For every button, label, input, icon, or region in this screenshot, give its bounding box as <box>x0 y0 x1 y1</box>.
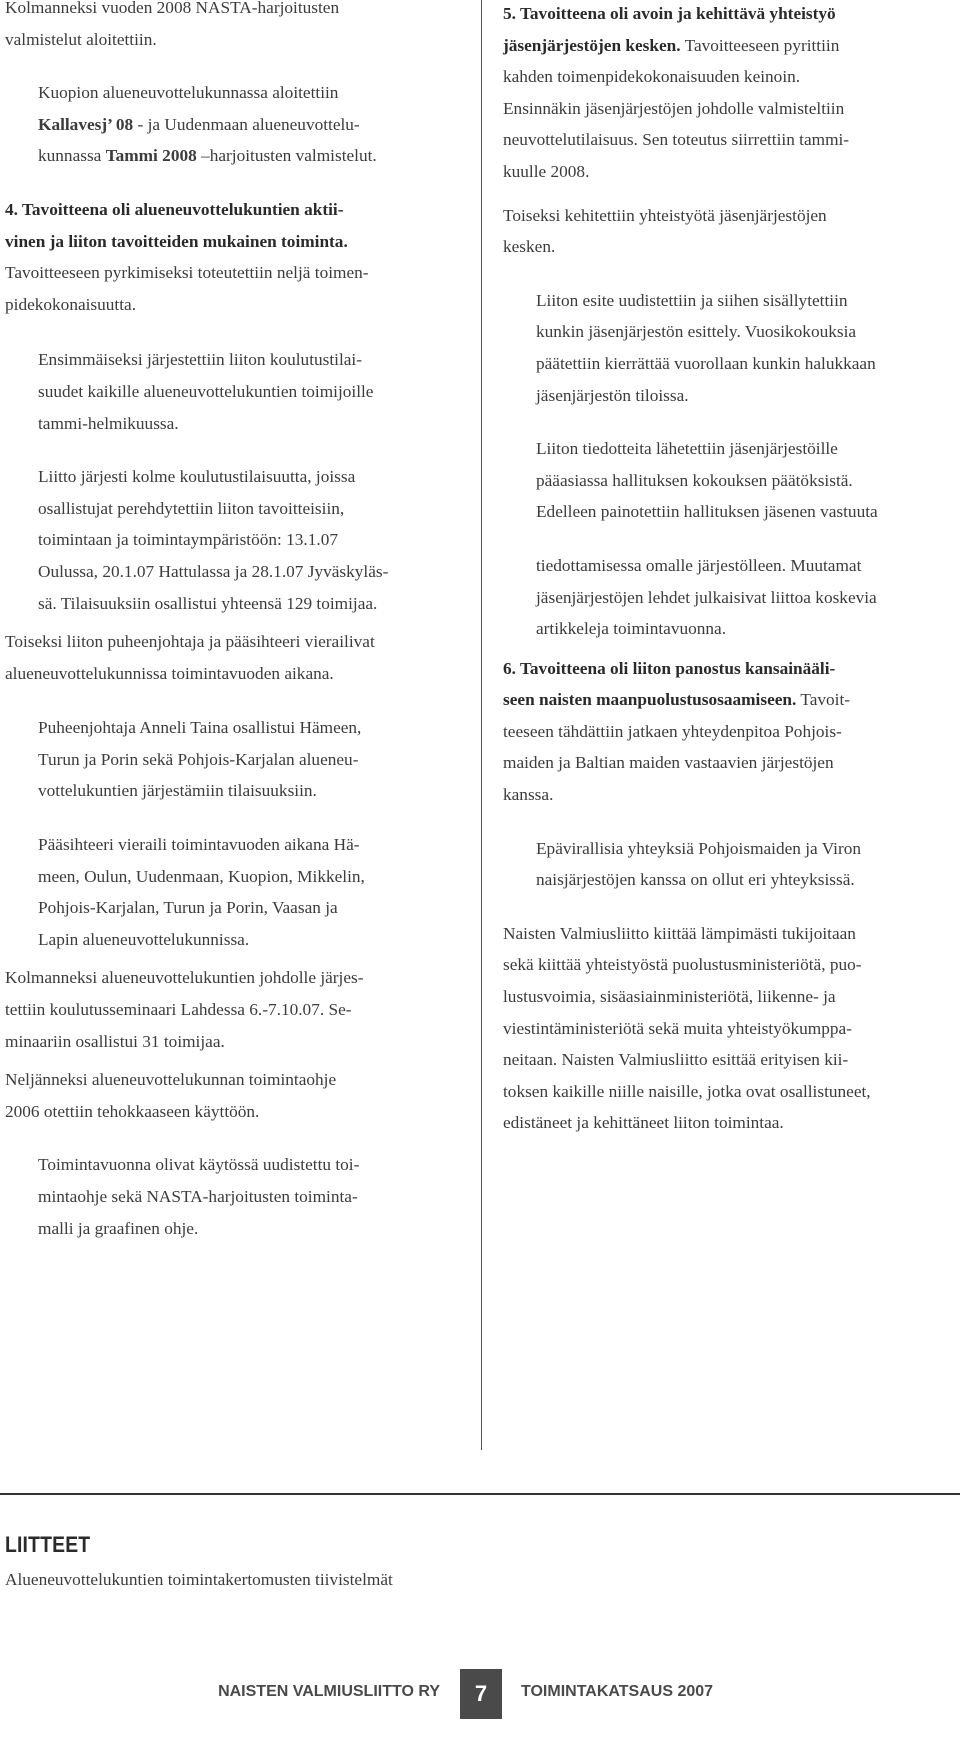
paragraph: Epävirallisia yhteyksiä Pohjoismaiden ja Viron naisjärjestöjen kanssa on ollut eri yhteyksissä. <box>536 838 862 890</box>
column-divider <box>481 0 482 1450</box>
paragraph: Kolmanneksi alueneuvottelukuntien johdolle järjes- tettiin koulutusseminaari Lahdessa 6.-7.10.07. Se- minaariin osallistui 31 toimijaa. <box>5 968 364 1051</box>
appendix-item: Alueneuvottelukuntien toimintakertomusten tiivistelmät <box>5 1570 393 1589</box>
page-footer <box>0 1669 960 1719</box>
section-heading: 4. Tavoitteena oli alueneuvottelukuntien aktii- vinen ja liiton tavoitteiden mukainen toiminta. <box>5 199 348 251</box>
paragraph: Naisten Valmiusliitto kiittää lämpimästi tukijoitaan sekä kiittää yhteistyöstä puolustusministeriötä, puo- lustusvoimia, sisäasiainministeriötä, liikenne- ja viestintäministeriötä sekä muita yhteistyökumppa- neitaan. Naisten Valmiusliitto esittää erityisen kii- toksen kaikille niille naisille, jotka ovat osallistuneet, edistäneet ja kehittäneet liiton toimintaa. <box>503 923 871 1133</box>
appendix-title: LIITTEET <box>5 1532 91 1557</box>
paragraph: Kuopion alueneuvottelukunnassa aloitettiin Kallavesj’ 08 - ja Uudenmaan alueneuvottelu- kunnassa Tammi 2008 –harjoitusten valmistelut. <box>38 83 377 166</box>
paragraph: Toiseksi kehitettiin yhteistyötä jäsenjärjestöjen kesken. <box>503 205 827 257</box>
paragraph: Ensimmäiseksi järjestettiin liiton koulutustilai- suudet kaikille alueneuvottelukuntien toimijoille tammi-helmikuussa. <box>38 350 374 433</box>
section-heading: 5. Tavoitteena oli avoin ja kehittävä yhteistyö jäsenjärjestöjen kesken. Tavoitteeseen pyrittiin kahden toimenpidekokonaisuuden keinoin. Ensinnäkin jäsenjärjestöjen johdolle valmisteltiin neuvottelutilaisuus. Sen toteutus siirrettiin tammi- kuulle 2008. <box>503 4 850 181</box>
paragraph: Kolmanneksi vuoden 2008 NASTA-harjoitusten valmistelut aloitettiin. <box>5 0 340 49</box>
paragraph: Liiton tiedotteita lähetettiin jäsenjärjestöille pääasiassa hallituksen kokouksen päätöksistä. Edelleen painotettiin hallituksen jäsenen vastuuta <box>536 439 878 522</box>
paragraph: Tavoitteeseen pyrkimiseksi toteutettiin neljä toimen- pidekokonaisuutta. <box>5 263 369 314</box>
paragraph: tiedottamisessa omalle järjestölleen. Muutamat jäsenjärjestöjen lehdet julkaisivat liittoa koskevia artikkeleja toimintavuonna. <box>536 555 877 639</box>
footer-report-title: TOIMINTAKATSAUS 2007 <box>521 1683 714 1700</box>
paragraph: Toimintavuonna olivat käytössä uudistettu toi- mintaohje sekä NASTA-harjoitusten toiminta- malli ja graafinen ohje. <box>38 1155 360 1238</box>
right-column <box>503 0 958 1139</box>
paragraph: Neljänneksi alueneuvottelukunnan toimintaohje 2006 otettiin tehokkaaseen käyttöön. <box>5 1070 337 1121</box>
paragraph: Liiton esite uudistettiin ja siihen sisällytettiin kunkin jäsenjärjestön esittely. Vuosikokouksia päätettiin kierrättää vuorollaan kunkin halukkaan jäsenjärjestön tiloissa. <box>536 290 876 405</box>
paragraph: Toiseksi liiton puheenjohtaja ja pääsihteeri vierailivat alueneuvottelukunnissa toimintavuoden aikana. <box>5 632 375 683</box>
section-divider <box>0 1493 960 1495</box>
paragraph: Liitto järjesti kolme koulutustilaisuutta, joissa osallistujat perehdytettiin liiton tavoitteisiin, toimintaan ja toimintaympäristöön: 13.1.07 Oulussa, 20.1.07 Hattulassa ja 28.1.07 Jyväskyläs- sä. Tilaisuuksiin osallistui yhteensä 129 toimijaa. <box>38 467 389 613</box>
page-number: 7 <box>460 1669 502 1719</box>
left-column <box>5 0 460 1244</box>
footer-organization: NAISTEN VALMIUSLIITTO RY <box>218 1683 440 1700</box>
paragraph: Pääsihteeri vieraili toimintavuoden aikana Hä- meen, Oulun, Uudenmaan, Kuopion, Mikkelin, Pohjois-Karjalan, Turun ja Porin, Vaasan ja Lapin alueneuvottelukunnissa. <box>38 835 365 949</box>
section-heading: 6. Tavoitteena oli liiton panostus kansainääli- seen naisten maanpuolustusosaamiseen. Tavoit- teeseen tähdättiin jatkaen yhteydenpitoa Pohjois- maiden ja Baltian maiden vastaavien järjestöjen kanssa. <box>503 658 851 805</box>
paragraph: Puheenjohtaja Anneli Taina osallistui Hämeen, Turun ja Porin sekä Pohjois-Karjalan alueneu- vottelukuntien järjestämiin tilaisuuksiin. <box>38 718 362 801</box>
